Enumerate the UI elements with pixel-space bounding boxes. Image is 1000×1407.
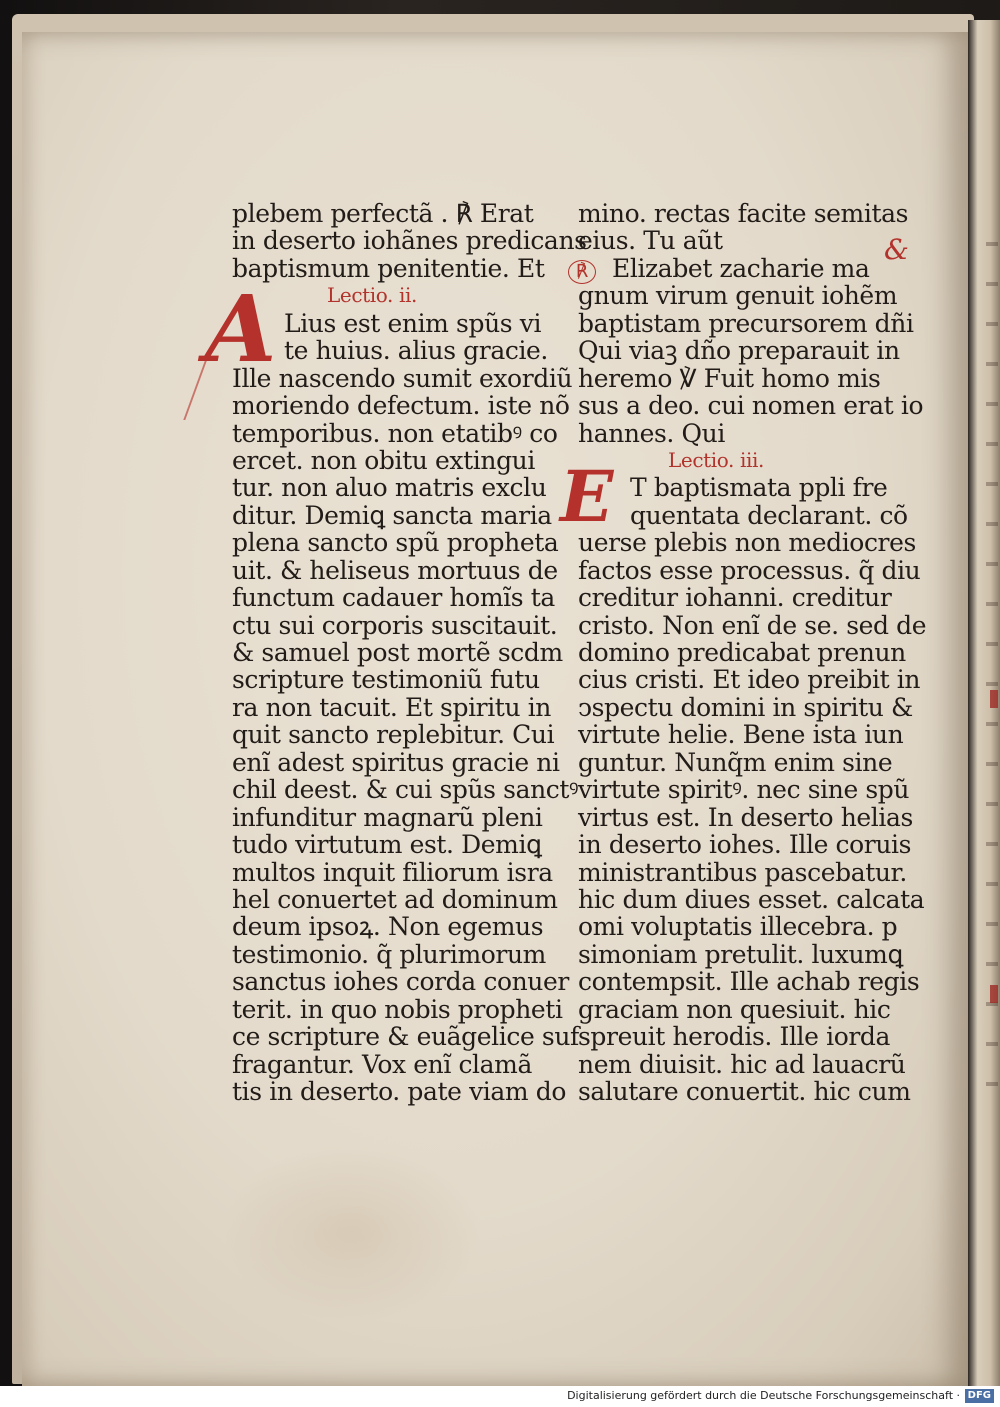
lectio-heading: Lectio. iii. — [668, 447, 764, 472]
text-line: functum cadauer homĩs ta — [232, 583, 555, 613]
text-line: ctu sui corporis suscitauit. — [232, 610, 558, 640]
text-line: cius cristi. Et ideo preibit in — [578, 665, 921, 695]
text-line: terit. in quo nobis propheti — [232, 994, 563, 1024]
text-line: salutare conuertit. hic cum — [578, 1077, 911, 1106]
text-line: contempsit. Ille achab regis — [578, 967, 920, 997]
text-line: ercet. non obitu extingui — [232, 445, 535, 475]
text-line: Ille nascendo sumit exordiũ — [232, 363, 573, 393]
right-text-column — [578, 200, 926, 1105]
text-line: ditur. Demiꝗ sancta maria — [232, 500, 552, 530]
text-line: gnum virum genuit iohẽm — [578, 281, 898, 311]
text-line: multos inquit filiorum isra — [232, 857, 553, 887]
text-line: virtute spiritꝰ. nec sine spũ — [578, 775, 910, 805]
text-line: T baptismata ppli fre — [630, 473, 888, 503]
text-line: spreuit herodis. Ille iorda — [578, 1022, 891, 1052]
text-line: uit. & heliseus mortuus de — [232, 555, 558, 585]
text-line: plena sancto spũ propheta — [232, 528, 559, 558]
text-line: te huius. alius gracie. — [284, 336, 548, 366]
text-line: uerse plebis non mediocres — [578, 528, 916, 558]
text-line: virtus est. In deserto helias — [578, 802, 913, 832]
text-line: enĩ adest spiritus gracie ni — [232, 747, 560, 777]
text-line: testimonio. q̃ plurimorum — [232, 939, 546, 969]
text-line: ↄspectu domini in spiritu & — [578, 692, 913, 722]
text-line: Elizabet zacharie ma — [612, 253, 870, 283]
text-line: in deserto iohãnes predicans — [232, 226, 587, 256]
text-line: infunditur magnarũ pleni — [232, 802, 543, 832]
text-line: hel conuertet ad dominum — [232, 884, 558, 914]
text-line: chil deest. & cui spũs sanctꝰ — [232, 775, 579, 805]
text-line: tur. non aluo matris exclu — [232, 473, 547, 503]
text-line: in deserto iohes. Ille coruis — [578, 830, 912, 860]
text-line: tis in deserto. pate viam do — [232, 1077, 567, 1106]
text-line: sanctus iohes corda conuer — [232, 967, 569, 997]
text-line: quit sancto replebitur. Cui — [232, 720, 555, 750]
text-line: ce scripture & euãgelice suf — [232, 1022, 579, 1052]
text-line: hic dum diues esset. calcata — [578, 884, 925, 914]
footer-credit: Digitalisierung gefördert durch die Deutsche Forschungsgemeinschaft · — [567, 1389, 960, 1402]
text-line: graciam non quesiuit. hic — [578, 994, 891, 1024]
text-line: baptismum penitentie. Et — [232, 253, 545, 283]
text-line: deum ipsoꝝ. Non egemus — [232, 912, 544, 942]
dfg-logo: DFG — [965, 1389, 994, 1403]
left-text-column — [232, 200, 587, 1105]
text-line: tudo virtutum est. Demiꝗ — [232, 830, 542, 860]
text-line: ra non tacuit. Et spiritu in — [232, 692, 552, 722]
page-stain — [222, 1142, 482, 1322]
text-line: & samuel post mortẽ scdm — [232, 638, 563, 667]
text-line: ministrantibus pascebatur. — [578, 857, 907, 887]
facing-page-rubric-fragment — [990, 985, 998, 1003]
text-line: simoniam pretulit. luxumꝗ — [578, 939, 903, 969]
lectio-heading: Lectio. ii. — [327, 283, 417, 308]
text-line: fragantur. Vox enĩ clamã — [232, 1049, 532, 1079]
text-line: guntur. Nunq̃m enim sine — [578, 747, 893, 777]
initial-letter-right: E — [560, 455, 614, 538]
text-line: temporibus. non etatibꝰ co — [232, 418, 558, 448]
facing-page-rubric-fragment — [990, 690, 998, 708]
text-line: factos esse processus. q̃ diu — [578, 555, 921, 585]
text-line: hannes. Qui — [578, 418, 725, 448]
text-line: virtute helie. Bene ista iun — [578, 720, 904, 750]
text-line: creditur iohanni. creditur — [578, 583, 892, 613]
text-line: cristo. Non enĩ de se. sed de — [578, 610, 927, 640]
text-line: scripture testimoniũ futu — [232, 665, 540, 695]
response-mark: ℟ — [568, 260, 596, 284]
text-line: sus a deo. cui nomen erat io — [578, 391, 924, 421]
text-line: Lius est enim spũs vi — [284, 308, 542, 338]
text-line: moriendo defectum. iste nõ — [232, 391, 570, 421]
text-line: mino. rectas facite semitas — [578, 199, 909, 228]
text-line: baptistam precursorem dñi — [578, 308, 914, 338]
text-line: nem diuisit. hic ad lauacrũ — [578, 1049, 906, 1079]
margin-rubric-mark: & — [884, 233, 909, 266]
text-line: plebem perfectã . ℟ Erat — [232, 199, 534, 228]
text-line: quentata declarant. cõ — [630, 500, 908, 530]
text-line: heremo ℣ Fuit homo mis — [578, 363, 881, 393]
text-line: omi voluptatis illecebra. p — [578, 912, 898, 942]
initial-letter-left: A — [205, 275, 277, 383]
text-line: domino predicabat prenun — [578, 638, 906, 667]
text-line: Qui viaꝫ dño preparauit in — [578, 336, 900, 366]
text-line: eius. Tu aũt — [578, 226, 723, 256]
